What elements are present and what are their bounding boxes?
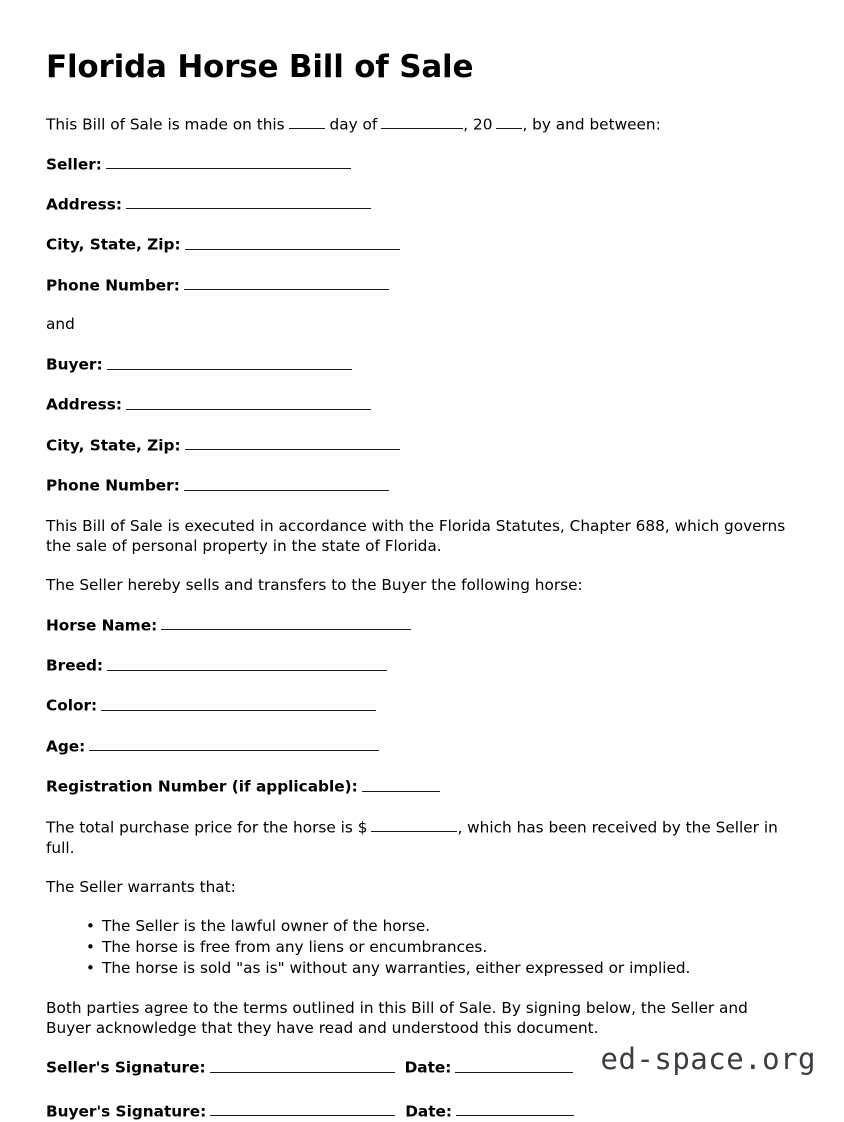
page-title: Florida Horse Bill of Sale bbox=[46, 49, 474, 85]
registration-number-input-blank[interactable] bbox=[362, 776, 440, 792]
buyer-input-blank[interactable] bbox=[107, 354, 352, 370]
list-item: • The horse is free from any liens or encumbrances. bbox=[86, 937, 798, 958]
signature-row-buyer bbox=[46, 1101, 798, 1122]
field-label-color: Color: bbox=[46, 697, 98, 716]
site-watermark: ed-space.org bbox=[600, 1042, 816, 1076]
year-blank[interactable] bbox=[496, 114, 522, 130]
field-label-age: Age: bbox=[46, 737, 86, 756]
field-age bbox=[46, 736, 798, 757]
field-label-buyer: Buyer: bbox=[46, 355, 103, 374]
intro-day-of: day of bbox=[329, 115, 378, 134]
intro-year-prefix: , 20 bbox=[463, 115, 493, 134]
seller-signature-blank[interactable] bbox=[210, 1057, 395, 1073]
list-item: • The Seller is the lawful owner of the horse. bbox=[86, 916, 798, 937]
field-registration-number bbox=[46, 776, 798, 797]
field-seller bbox=[46, 154, 798, 175]
field-label-seller-phone: Phone Number: bbox=[46, 276, 180, 295]
field-label-seller-address: Address: bbox=[46, 195, 122, 214]
field-buyer bbox=[46, 354, 798, 375]
field-seller-address bbox=[46, 194, 798, 215]
field-label-buyer-citystatezip: City, State, Zip: bbox=[46, 436, 181, 455]
seller-citystatezip-input-blank[interactable] bbox=[185, 234, 400, 250]
field-label-buyer-signature: Buyer's Signature: bbox=[46, 1102, 207, 1121]
field-label-buyer-address: Address: bbox=[46, 395, 122, 414]
horse-name-input-blank[interactable] bbox=[161, 615, 411, 631]
intro-after-year: , by and between: bbox=[522, 115, 661, 134]
field-buyer-citystatezip bbox=[46, 435, 798, 456]
price-after-blank: , which has been received by the Seller in full. bbox=[46, 818, 778, 857]
seller-input-blank[interactable] bbox=[106, 154, 351, 170]
field-color bbox=[46, 695, 798, 716]
buyer-signature-blank[interactable] bbox=[210, 1101, 395, 1117]
warrants-intro: The Seller warrants that: bbox=[46, 877, 236, 896]
buyer-address-input-blank[interactable] bbox=[126, 394, 371, 410]
field-seller-phone bbox=[46, 275, 798, 296]
seller-phone-input-blank[interactable] bbox=[184, 275, 389, 291]
price-input-blank[interactable] bbox=[371, 817, 457, 833]
conjunction-and: and bbox=[46, 315, 75, 334]
field-breed bbox=[46, 655, 798, 676]
intro-paragraph bbox=[46, 114, 786, 135]
seller-address-input-blank[interactable] bbox=[126, 194, 371, 210]
intro-before-day: This Bill of Sale is made on this bbox=[46, 115, 285, 134]
breed-input-blank[interactable] bbox=[107, 655, 387, 671]
agreement-paragraph: Both parties agree to the terms outlined in this Bill of Sale. By signing below, the Seller and Buyer acknowledge that they have read and understood this document. bbox=[46, 998, 748, 1037]
age-input-blank[interactable] bbox=[89, 736, 379, 752]
buyer-date-blank[interactable] bbox=[456, 1101, 574, 1117]
field-label-seller: Seller: bbox=[46, 155, 102, 174]
field-label-registration-number: Registration Number (if applicable): bbox=[46, 777, 358, 796]
field-label-buyer-phone: Phone Number: bbox=[46, 476, 180, 495]
field-horse-name bbox=[46, 615, 798, 636]
day-blank[interactable] bbox=[289, 114, 325, 130]
warrants-list bbox=[46, 916, 798, 978]
field-label-seller-citystatezip: City, State, Zip: bbox=[46, 235, 181, 254]
seller-date-blank[interactable] bbox=[455, 1057, 573, 1073]
field-label-breed: Breed: bbox=[46, 656, 104, 675]
list-item: • The horse is sold "as is" without any warranties, either expressed or implied. bbox=[86, 958, 798, 979]
field-buyer-phone bbox=[46, 475, 798, 496]
month-blank[interactable] bbox=[381, 114, 463, 130]
field-label-seller-signature: Seller's Signature: bbox=[46, 1058, 206, 1077]
field-label-seller-date: Date: bbox=[404, 1058, 452, 1077]
field-label-buyer-date: Date: bbox=[405, 1102, 453, 1121]
price-paragraph bbox=[46, 817, 786, 858]
field-label-horse-name: Horse Name: bbox=[46, 616, 158, 635]
transfer-paragraph: The Seller hereby sells and transfers to the Buyer the following horse: bbox=[46, 576, 583, 595]
buyer-phone-input-blank[interactable] bbox=[184, 475, 389, 491]
color-input-blank[interactable] bbox=[101, 695, 376, 711]
price-before-blank: The total purchase price for the horse is $ bbox=[46, 818, 368, 837]
buyer-citystatezip-input-blank[interactable] bbox=[185, 435, 400, 451]
statute-paragraph: This Bill of Sale is executed in accordance with the Florida Statutes, Chapter 688, which governs the sale of personal property in the state of Florida. bbox=[46, 516, 786, 555]
field-seller-citystatezip bbox=[46, 234, 798, 255]
field-buyer-address bbox=[46, 394, 798, 415]
